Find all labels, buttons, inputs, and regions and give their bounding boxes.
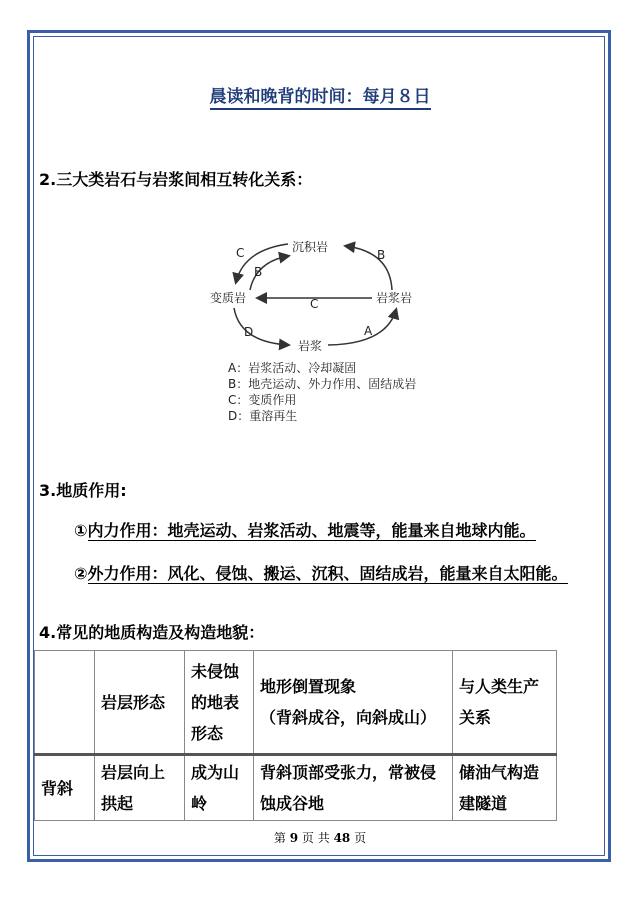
node-igneous: 岩浆岩 (376, 291, 413, 305)
arrow-d (234, 308, 288, 345)
external-force-item (74, 561, 568, 584)
header-cell-strata: 岩层形态 (95, 651, 185, 755)
section-3-title: 3.地质作用: (39, 481, 127, 500)
header-cell-empty (35, 651, 95, 755)
external-force-text: 外力作用：风化、侵蚀、搬运、沉积、固结成岩，能量来自太阳能。 (87, 564, 568, 583)
arrow-a (328, 310, 396, 345)
label-c-top: C (236, 246, 245, 260)
header-cell-uneroded: 未侵蚀 的地表 形态 (185, 651, 254, 755)
section-2-title: 2.三大类岩石与岩浆间相互转化关系： (39, 170, 313, 189)
label-b-inner: B (254, 265, 263, 279)
internal-force-marker: ① (74, 521, 88, 540)
geologic-structure-table (34, 650, 557, 821)
external-force-marker: ② (74, 564, 88, 583)
section-4-title: 4.常见的地质构造及构造地貌： (39, 623, 265, 642)
label-c-middle: C (310, 297, 319, 311)
label-d: D (244, 325, 254, 339)
legend-b: B：地壳运动、外力作用、固结成岩 (228, 377, 417, 391)
header-cell-inversion: 地形倒置现象 （背斜成谷，向斜成山） (254, 651, 453, 755)
cell-strata: 岩层向上 拱起 (95, 755, 185, 821)
cell-name: 背斜 (35, 755, 95, 821)
header (0, 82, 640, 107)
page-footer: 第 9 页 共 48 页 (273, 831, 367, 845)
node-sediment: 沉积岩 (292, 240, 329, 254)
cell-inversion: 背斜顶部受张力，常被侵 蚀成谷地 (254, 755, 453, 821)
rock-cycle-diagram (200, 232, 440, 362)
page-current: 9 (289, 831, 299, 845)
label-b-right: B (377, 248, 386, 262)
table-header-row (35, 651, 557, 755)
cell-uneroded: 成为山 岭 (185, 755, 254, 821)
internal-force-text: 内力作用：地壳运动、岩浆活动、地震等，能量来自地球内能。 (87, 521, 536, 540)
legend-c: C：变质作用 (228, 393, 297, 407)
table-row (35, 755, 557, 821)
legend-a: A：岩浆活动、冷却凝固 (228, 361, 357, 375)
legend-d: D：重溶再生 (228, 409, 298, 423)
diagram-legend (228, 360, 416, 424)
page-total: 48 (333, 831, 351, 845)
header-title: 晨读和晚背的时间：每月８日 (210, 87, 431, 110)
node-magma: 岩浆 (298, 339, 323, 353)
label-a: A (364, 324, 373, 338)
node-metamorphic: 变质岩 (210, 291, 247, 305)
header-cell-human-relation: 与人类生产 关系 (453, 651, 557, 755)
internal-force-item (74, 518, 536, 541)
cell-human-relation: 储油气构造 建隧道 (453, 755, 557, 821)
